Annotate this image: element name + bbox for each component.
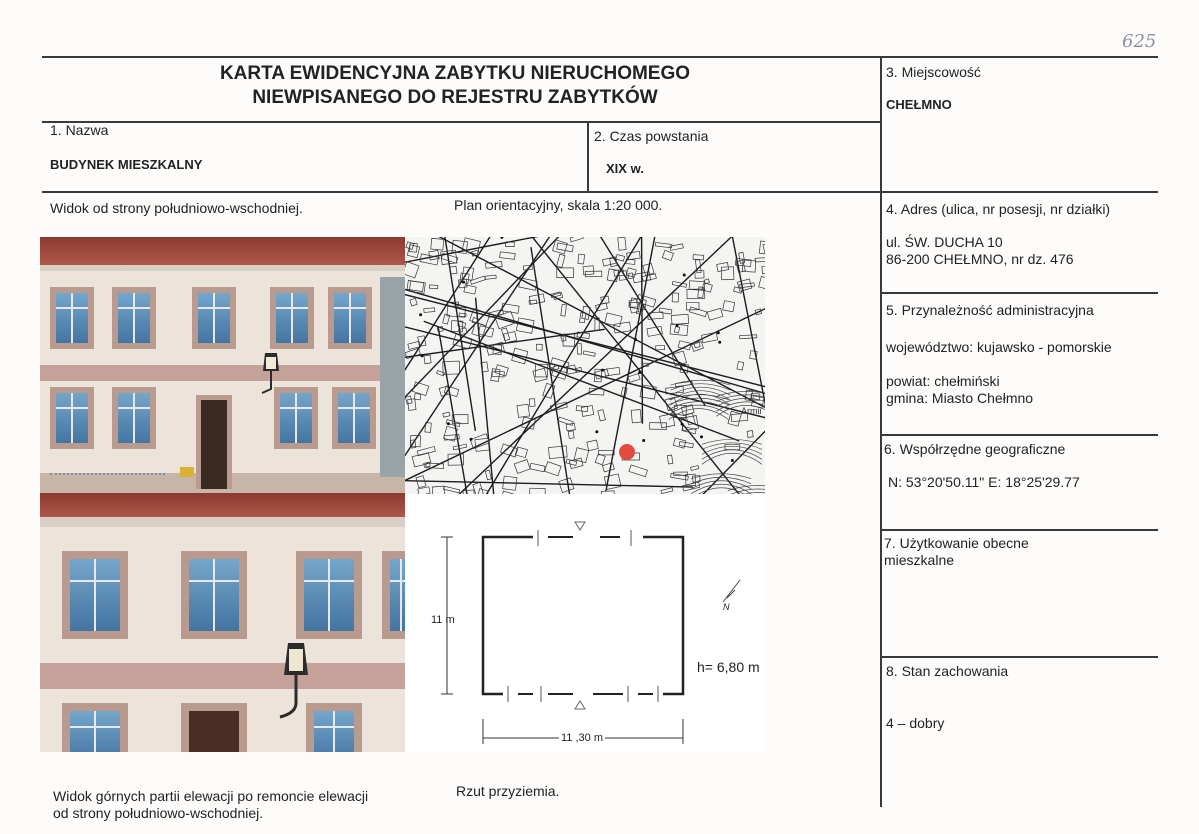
nazwa-value: BUDYNEK MIESZKALNY	[50, 157, 203, 172]
stan-value: 4 – dobry	[886, 715, 945, 731]
map-feature	[740, 335, 757, 339]
map-feature	[691, 465, 699, 470]
map-feature	[462, 281, 465, 284]
map-feature	[656, 345, 665, 349]
map-feature	[561, 304, 567, 316]
floor-plan-width-label: 11 ,30 m	[561, 732, 603, 744]
map-feature	[409, 243, 417, 252]
stan-label: 8. Stan zachowania	[886, 663, 1009, 679]
map-feature	[557, 254, 565, 267]
map-feature	[485, 470, 491, 480]
adres-label: 4. Adres (ulica, nr posesji, nr działki)	[886, 201, 1111, 217]
window	[62, 703, 128, 752]
rule-nazwa-czas	[587, 122, 589, 192]
map-feature	[587, 440, 599, 451]
map-feature	[462, 238, 480, 254]
map-feature	[583, 351, 595, 356]
map-feature	[659, 308, 672, 314]
window	[270, 287, 314, 349]
map-feature	[431, 238, 444, 250]
map-feature	[568, 431, 574, 439]
map-feature	[641, 237, 643, 424]
map-feature	[495, 365, 508, 376]
map-feature	[759, 276, 765, 290]
uzytkowanie-label: 7. Użytkowanie obecne	[884, 535, 1029, 551]
map-feature	[762, 266, 765, 274]
wspolrzedne-value: N: 53°20'50.11" E: 18°25'29.77	[888, 474, 1080, 490]
map-feature	[698, 287, 704, 298]
map-feature	[614, 322, 631, 333]
map-feature	[424, 355, 431, 364]
map-feature	[721, 267, 734, 280]
map-feature	[558, 417, 573, 425]
map-feature	[718, 341, 721, 344]
window	[62, 551, 128, 639]
map-feature	[601, 369, 604, 372]
map-feature	[702, 450, 762, 460]
map-feature	[566, 423, 575, 431]
map-street-grid	[405, 237, 765, 494]
map-feature	[504, 332, 517, 343]
map-feature	[763, 241, 765, 253]
wspolrzedne-label: 6. Współrzędne geograficzne	[884, 441, 1066, 457]
map-feature	[604, 474, 621, 490]
map-feature	[676, 324, 679, 327]
map-feature	[655, 242, 672, 247]
map-feature	[681, 423, 684, 426]
card-title: KARTA EWIDENCYJNA ZABYTKU NIERUCHOMEGO	[219, 63, 691, 84]
uzytkowanie-value: mieszkalne	[884, 552, 955, 568]
map-feature	[405, 237, 556, 494]
map-feature	[553, 240, 568, 254]
floor-plan-height-label: h= 6,80 m	[697, 659, 760, 675]
floor-plan-depth-label: 11 m	[431, 614, 455, 626]
map-feature	[405, 396, 412, 404]
map-feature	[485, 275, 496, 279]
map-feature	[570, 237, 583, 242]
caption-widok-bottom-2: od strony południowo-wschodniej.	[53, 805, 264, 821]
window	[112, 287, 156, 349]
map-feature	[672, 293, 678, 302]
map-feature	[410, 298, 417, 306]
map-feature	[557, 268, 574, 278]
window	[50, 387, 94, 449]
rule-under-przynaleznosc	[881, 434, 1158, 436]
window	[332, 387, 376, 449]
facade-photo-bottom	[40, 493, 405, 752]
map-feature	[417, 447, 435, 456]
floor-plan-drawing	[405, 494, 765, 752]
map-feature	[683, 274, 686, 277]
map-feature	[583, 266, 594, 275]
map-feature	[500, 237, 503, 239]
map-feature	[631, 410, 641, 423]
window	[112, 387, 156, 449]
cornice	[40, 265, 405, 271]
map-feature	[470, 438, 473, 441]
window	[382, 551, 405, 639]
cornice	[40, 517, 405, 527]
map-feature	[551, 292, 561, 298]
map-feature	[662, 250, 673, 260]
neighbour-building	[380, 277, 405, 477]
map-feature	[424, 308, 435, 313]
map-feature	[595, 454, 605, 465]
roof	[40, 493, 405, 517]
map-feature	[642, 439, 645, 442]
czas-label: 2. Czas powstania	[594, 128, 709, 144]
map-feature	[500, 252, 516, 259]
window	[50, 287, 94, 349]
graffiti	[50, 457, 165, 475]
map-feature	[626, 268, 636, 277]
map-feature	[478, 326, 493, 337]
map-feature	[530, 463, 545, 472]
map-feature	[548, 446, 567, 459]
adres-line2: 86-200 CHEŁMNO, nr dz. 476	[886, 251, 1074, 267]
map-feature	[453, 444, 467, 450]
map-feature	[447, 422, 450, 425]
handwritten-note: 625	[1122, 31, 1157, 52]
map-feature	[421, 354, 424, 357]
caption-widok-bottom-1: Widok górnych partii elewacji po remoncie elewacji	[53, 788, 369, 804]
map-feature	[723, 301, 735, 312]
map-feature	[739, 252, 745, 263]
map-feature	[602, 463, 614, 472]
map-feature	[627, 251, 641, 259]
window	[274, 387, 318, 449]
map-feature	[667, 455, 673, 464]
map-feature	[598, 450, 614, 455]
map-feature	[759, 241, 765, 254]
entrance-door	[181, 703, 247, 752]
adres-line1: ul. ŚW. DUCHA 10	[886, 234, 1003, 250]
floor-plan	[405, 494, 765, 752]
map-feature	[559, 478, 574, 493]
map-feature	[628, 374, 640, 383]
map-feature	[405, 479, 693, 487]
rule-under-uzytkowanie	[881, 656, 1158, 658]
map-feature	[544, 462, 561, 476]
map-feature	[616, 255, 625, 262]
map-feature	[473, 482, 484, 494]
map-feature	[419, 313, 422, 316]
rule-under-nazwa	[42, 191, 1158, 193]
caption-rzut: Rzut przyziemia.	[456, 783, 560, 799]
miejscowosc-value: CHEŁMNO	[886, 97, 952, 112]
map-feature	[674, 326, 680, 332]
map-feature	[517, 404, 530, 417]
map-feature	[432, 486, 444, 494]
wojewodztwo-value: województwo: kujawsko - pomorskie	[886, 339, 1112, 355]
rule-under-title	[42, 121, 880, 123]
map-feature	[405, 262, 419, 278]
map-street-label: Armii	[741, 406, 762, 416]
entrance-door	[196, 395, 232, 489]
map-feature	[707, 308, 723, 320]
window	[306, 703, 362, 752]
facade-photo-top	[40, 237, 405, 495]
map-feature	[557, 243, 573, 252]
map-feature	[405, 237, 765, 449]
street-lamp-icon	[274, 641, 314, 721]
string-course	[40, 663, 405, 689]
map-feature	[514, 459, 530, 473]
map-feature	[755, 257, 765, 262]
map-feature	[501, 328, 509, 341]
rule-right-column	[880, 57, 882, 807]
window	[296, 551, 362, 639]
map-feature	[578, 254, 585, 264]
window	[328, 287, 372, 349]
north-arrow-icon: N	[723, 602, 730, 612]
map-feature	[702, 453, 762, 464]
map-feature	[629, 465, 648, 477]
card-subtitle: NIEWPISANEGO DO REJESTRU ZABYTKÓW	[252, 87, 658, 108]
mailbox	[180, 467, 194, 477]
map-feature	[661, 488, 673, 494]
map-feature	[689, 307, 706, 317]
map-feature	[443, 412, 450, 417]
map-feature	[536, 344, 542, 350]
nazwa-label: 1. Nazwa	[50, 122, 109, 138]
map-feature	[416, 476, 426, 488]
map-feature	[650, 423, 667, 430]
map-feature	[693, 255, 704, 260]
powiat-value: powiat: chełmiński	[886, 373, 1000, 389]
map-feature	[695, 271, 704, 279]
roof	[40, 237, 405, 265]
map-feature	[731, 459, 734, 462]
window	[181, 551, 247, 639]
map-feature	[618, 237, 626, 250]
map-feature	[725, 444, 740, 449]
map-feature	[691, 484, 751, 494]
location-map	[405, 237, 765, 494]
map-feature	[686, 413, 695, 425]
map-feature	[717, 331, 720, 334]
window	[192, 287, 236, 349]
caption-plan: Plan orientacyjny, skala 1:20 000.	[454, 197, 663, 213]
rule-under-adres	[881, 292, 1158, 294]
przynaleznosc-label: 5. Przynależność administracyjna	[886, 302, 1094, 318]
caption-widok-top: Widok od strony południowo-wschodniej.	[50, 200, 303, 216]
map-feature	[747, 431, 753, 438]
map-feature	[679, 442, 693, 448]
map-feature	[671, 314, 688, 324]
rule-top	[42, 56, 1158, 58]
map-feature	[492, 371, 504, 377]
miejscowosc-label: 3. Miejscowość	[886, 64, 981, 80]
string-course	[40, 365, 405, 381]
map-feature	[533, 368, 547, 382]
map-feature	[737, 361, 744, 370]
rule-under-wspolrzedne	[881, 529, 1158, 531]
czas-value: XIX w.	[606, 161, 644, 176]
map-feature	[414, 394, 421, 400]
map-feature	[634, 338, 637, 341]
map-feature	[464, 285, 476, 294]
gmina-value: gmina: Miasto Chełmno	[886, 390, 1034, 406]
map-feature	[529, 399, 535, 407]
map-feature	[443, 486, 459, 493]
street-lamp-icon	[260, 349, 282, 395]
map-feature	[707, 237, 765, 494]
map-feature	[700, 435, 703, 438]
map-feature	[728, 411, 741, 426]
map-location-marker	[619, 444, 635, 460]
map-feature	[607, 269, 618, 282]
map-feature	[638, 371, 641, 374]
map-feature	[407, 280, 424, 291]
map-feature	[429, 285, 437, 289]
map-feature	[577, 343, 581, 354]
map-feature	[598, 410, 606, 421]
map-feature	[425, 423, 431, 433]
map-feature	[647, 326, 662, 336]
map-feature	[595, 430, 598, 433]
